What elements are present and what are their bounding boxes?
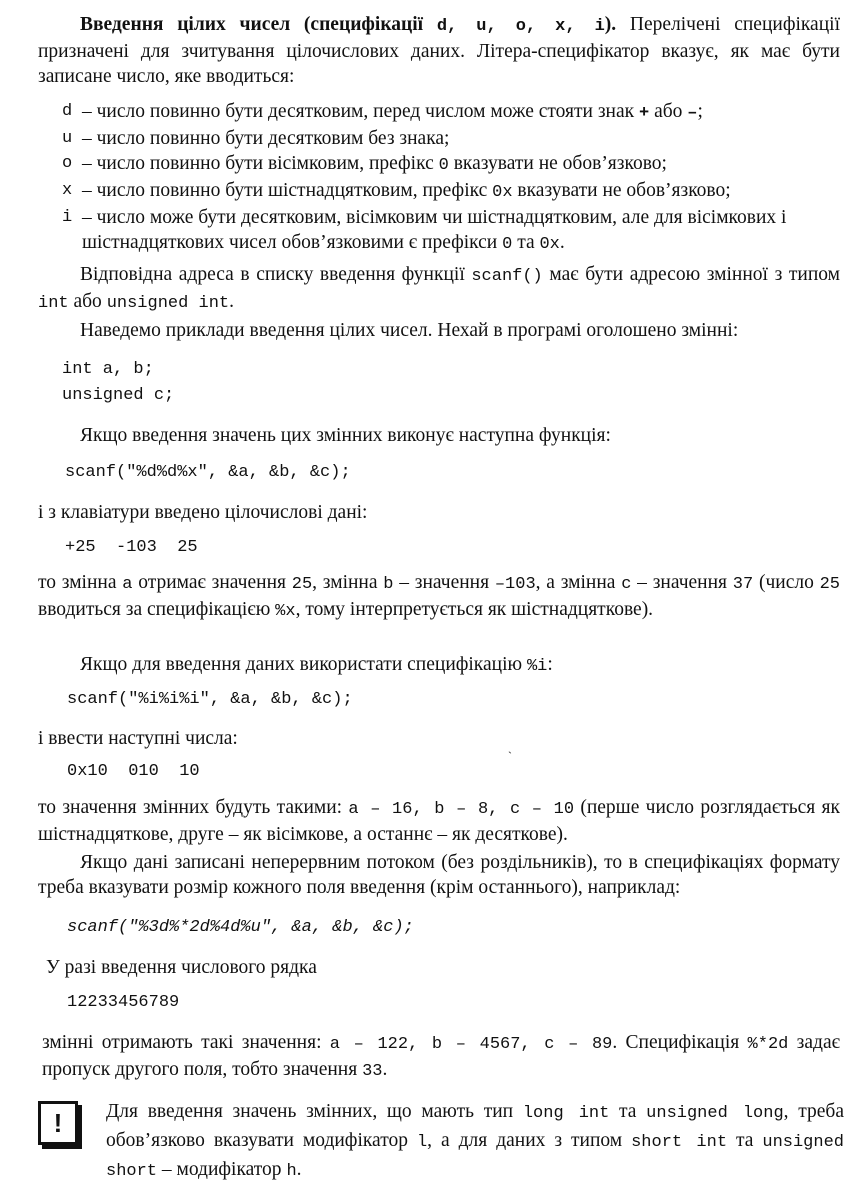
scanf-address-paragraph: Відповідна адреса в списку введення функції scanf() має бути адресою змінної з типом int або unsigned int. [38,264,840,313]
input-example-1: +25 -103 25 [65,538,198,557]
result-paragraph-2: то значення змінних будуть такими: a – 16, b – 8, c – 10 (перше число розглядається як шістнадцяткове, друге – як вісімкове, а останнє – як десяткове). [38,797,840,845]
enter-numbers-intro: і ввести наступні числа: [38,728,238,749]
function-intro: Якщо введення значень цих змінних виконує наступна функція: [80,425,611,446]
modifier-note: Для введення значень змінних, що мають тип long int та unsigned long, треба обов’язково вказувати модифікатор l, а для даних з типом short int та unsigned short – модифікатор h. [106,1101,844,1181]
numeric-string-intro: У разі введення числового рядка [46,957,317,978]
exclamation-icon: ! [38,1101,78,1145]
keyboard-input-intro: і з клавіатури введено цілочислові дані: [38,502,368,523]
list-item: d – число повинно бути десятковим, перед числом може стояти знак + або –; [62,101,703,123]
input-example-2: 0x10 010 10 [67,762,200,781]
examples-intro: Наведемо приклади введення цілих чисел. Нехай в програмі оголошено змінні: [80,320,739,341]
stray-mark: ˎ [508,740,512,754]
specifier-list [62,99,840,257]
list-item: x – число повинно бути шістнадцятковим, префікс 0x вказувати не обов’язково; [62,180,731,202]
specifiers-list: d, u, o, x, i [436,17,605,36]
intro-paragraph: Введення цілих чисел (специфікації d, u, o, x, i). Перелічені специфікації призначені для зчитування цілочислових даних. Літера-специфікатор вказує, як має бути записане число, яке вводиться: [38,14,840,87]
input-example-3: 12233456789 [67,993,180,1012]
section-heading: Введення цілих чисел (специфікації d, u, o, x, i). [80,14,617,36]
spec-i-intro: Якщо для введення даних використати специфікацію %i: [80,654,553,676]
code-scanf-ii: scanf("%i%i%i", &a, &b, &c); [67,690,353,709]
code-scanf-dx: scanf("%d%d%x", &a, &b, &c); [65,463,351,482]
result-paragraph-3: змінні отримають такі значення: a – 122, b – 4567, c – 89. Специфікація %*2d задає пропуск другого поля, тобто значення 33. [42,1032,840,1081]
code-scanf-width: scanf("%3d%*2d%4d%u", &a, &b, &c); [67,918,414,937]
list-item: u – число повинно бути десятковим без знака; [62,128,450,149]
code-declaration: int a, b; unsigned c; [62,360,175,405]
stream-paragraph: Якщо дані записані неперервним потоком (без роздільників), то в специфікаціях формату треба вказувати розмір кожного поля введення (крім останнього), наприклад: [38,852,840,898]
result-paragraph-1: то змінна a отримає значення 25, змінна b – значення –103, а змінна c – значення 37 (число 25 вводиться за специфікацією %x, тому інтерпретується як шістнадцяткове). [38,572,841,621]
list-item: i – число може бути десятковим, вісімковим чи шістнадцятковим, але для вісімкових і шістнадцяткових чисел обов’язковими є префікси 0 та 0x. [62,207,787,254]
list-item: o – число повинно бути вісімковим, префікс 0 вказувати не обов’язково; [62,153,667,175]
